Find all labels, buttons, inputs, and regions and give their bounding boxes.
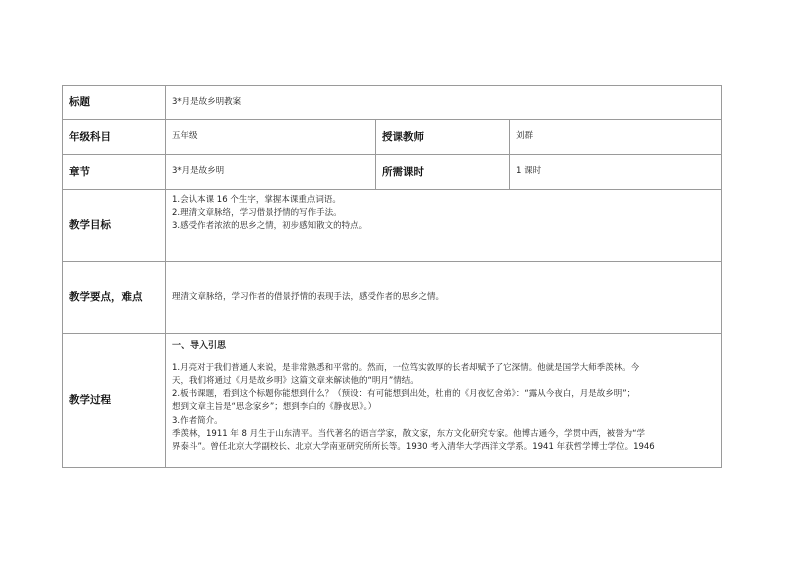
process-line: 1.月亮对于我们普通人来说，是非常熟悉和平常的。然而，一位笃实敦厚的长者却赋予了它深情。他就是国学大师季羡林。今 [172, 362, 640, 373]
row-goals [63, 190, 722, 262]
goals-label: 教学目标 [63, 190, 166, 262]
process-line: 想到文章主旨是“思念家乡”；想到李白的《静夜思》。） [172, 402, 377, 413]
process-line: 3.作者简介。 [172, 415, 223, 426]
goals-content [166, 190, 722, 262]
process-line: 天，我们将通过《月是故乡明》这篇文章来解读他的“明月”情结。 [172, 376, 419, 387]
lesson-plan-table [62, 85, 722, 468]
process-line: 季羡林，1911 年 8 月生于山东清平。当代著名的语言学家，散文家，东方文化研究专家。他博古通今，学贯中西，被誉为“学 [172, 428, 646, 439]
goal-item: 1.会认本课 16 个生字，掌握本课重点词语。 [172, 195, 341, 205]
process-label: 教学过程 [63, 334, 166, 468]
goal-item: 2.理清文章脉络，学习借景抒情的写作手法。 [172, 208, 342, 219]
row-process [63, 334, 722, 468]
grade-subject-label: 年级科目 [63, 120, 166, 155]
row-grade [63, 120, 722, 155]
process-content [166, 334, 722, 468]
teacher-label: 授课教师 [376, 120, 510, 155]
section-title: 一、导入引思 [172, 341, 227, 351]
title-label: 标题 [63, 86, 166, 120]
grade-subject-value: 五年级 [166, 120, 376, 155]
class-hours-label: 所需课时 [376, 155, 510, 190]
process-line: 2.板书课题，看到这个标题你能想到什么？（预设：有可能想到出处，杜甫的《月夜忆舍弟》：“露从今夜白，月是故乡明”； [172, 389, 636, 400]
keypoints-value: 理清文章脉络，学习作者的借景抒情的表现手法，感受作者的思乡之情。 [166, 262, 722, 334]
goal-item: 3.感受作者浓浓的思乡之情，初步感知散文的特点。 [172, 221, 368, 232]
title-value: 3*月是故乡明教案 [166, 86, 722, 120]
row-keypoints [63, 262, 722, 334]
keypoints-label: 教学要点，难点 [63, 262, 166, 334]
process-line: 界泰斗”。曾任北京大学副校长、北京大学南亚研究所所长等。1930 考入清华大学西洋文学系。1941 年获哲学博士学位。1946 [172, 441, 655, 452]
row-chapter [63, 155, 722, 190]
class-hours-value: 1 课时 [510, 155, 722, 190]
chapter-label: 章节 [63, 155, 166, 190]
teacher-value: 刘群 [510, 120, 722, 155]
chapter-value: 3*月是故乡明 [166, 155, 376, 190]
row-title [63, 86, 722, 120]
